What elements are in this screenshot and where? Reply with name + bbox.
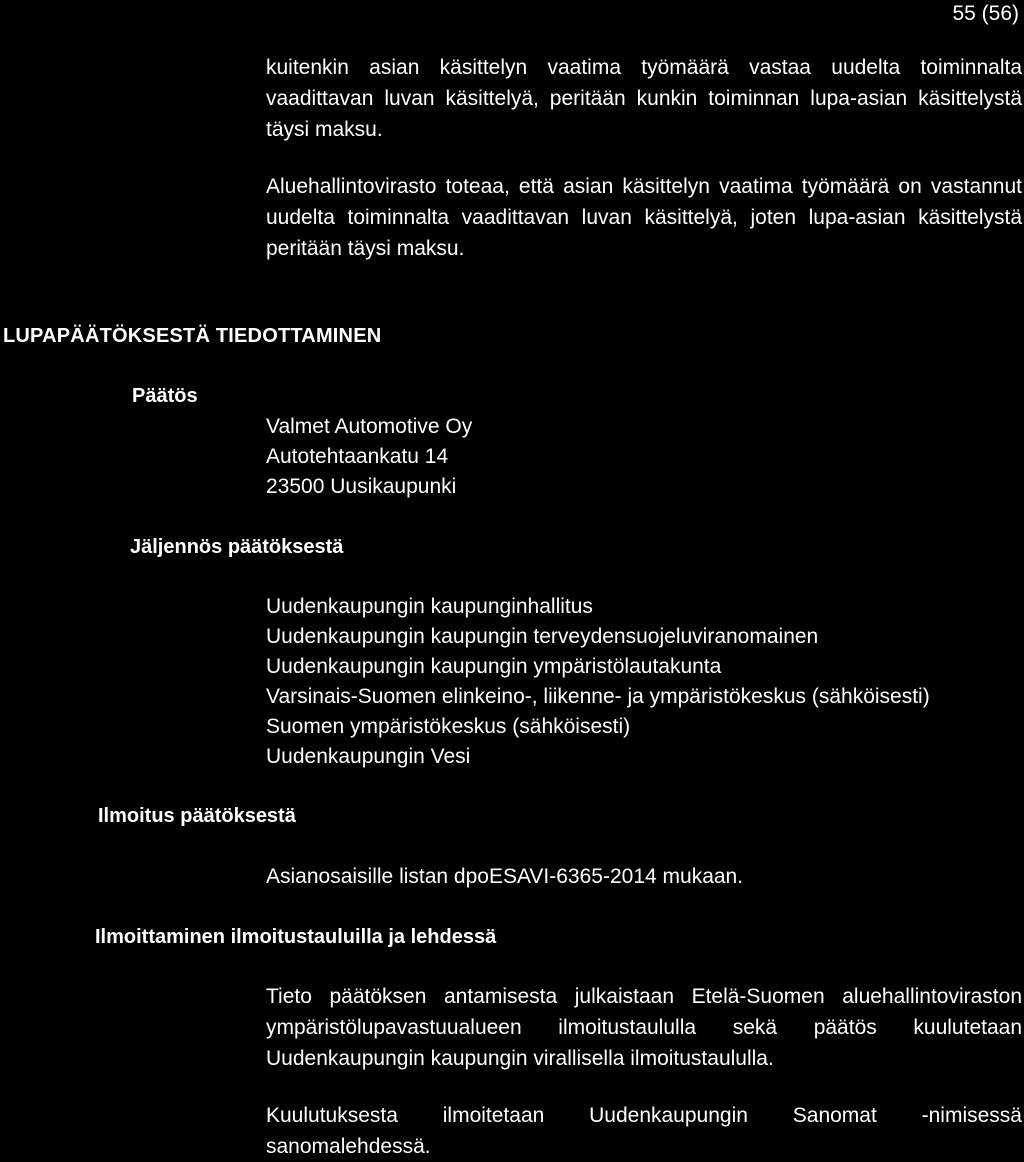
ilmoittaminen-heading: Ilmoittaminen ilmoitustauluilla ja lehdessä bbox=[95, 926, 497, 948]
list-item: Uudenkaupungin kaupungin terveydensuojeluviranomainen bbox=[266, 625, 819, 648]
recipient-street: Autotehtaankatu 14 bbox=[266, 445, 449, 468]
section-heading: LUPAPÄÄTÖKSESTÄ TIEDOTTAMINEN bbox=[3, 325, 382, 347]
ilmoitus-text: Asianosaisille listan dpoESAVI-6365-2014 mukaan. bbox=[266, 865, 744, 888]
recipient-city: 23500 Uusikaupunki bbox=[266, 475, 457, 498]
list-item: Varsinais-Suomen elinkeino-, liikenne- ja ympäristökeskus (sähköisesti) bbox=[266, 685, 930, 708]
jaljennos-heading: Jäljennös päätöksestä bbox=[130, 536, 344, 558]
paragraph-fee-conclusion: Aluehallintovirasto toteaa, että asian käsittelyn vaatima työmäärä on vastannut uudelta toiminnalta vaadittavan luvan käsittelyä, joten lupa-asian käsittelystä peritään täysi maksu. bbox=[266, 175, 1022, 260]
list-item: Uudenkaupungin kaupunginhallitus bbox=[266, 595, 593, 618]
ilmoitus-heading: Ilmoitus päätöksestä bbox=[98, 805, 296, 827]
copy-recipient-list bbox=[266, 592, 930, 772]
paragraph-notice-boards: Tieto päätöksen antamisesta julkaistaan Etelä-Suomen aluehallintoviraston ympäristölupavastuualueen ilmoitustaululla sekä päätös kuulutetaan Uudenkaupungin kaupungin virallisella ilmoitustaululla. bbox=[266, 985, 1022, 1070]
recipient-name: Valmet Automotive Oy bbox=[266, 415, 473, 438]
page-number: 55 (56) bbox=[952, 2, 1019, 25]
paragraph-fee-intro: kuitenkin asian käsittelyn vaatima työmäärä vastaa uudelta toiminnalta vaadittavan luvan käsittelyä, peritään kunkin toiminnan lupa-asian käsittelystä täysi maksu. bbox=[266, 56, 1022, 141]
list-item: Uudenkaupungin Vesi bbox=[266, 745, 471, 768]
list-item: Suomen ympäristökeskus (sähköisesti) bbox=[266, 715, 631, 738]
paragraph-newspaper: Kuulutuksesta ilmoitetaan Uudenkaupungin Sanomat -nimisessä sanomalehdessä. bbox=[266, 1104, 1022, 1158]
paatos-heading: Päätös bbox=[132, 385, 198, 407]
paatos-recipient bbox=[266, 412, 472, 502]
list-item: Uudenkaupungin kaupungin ympäristölautakunta bbox=[266, 655, 722, 678]
